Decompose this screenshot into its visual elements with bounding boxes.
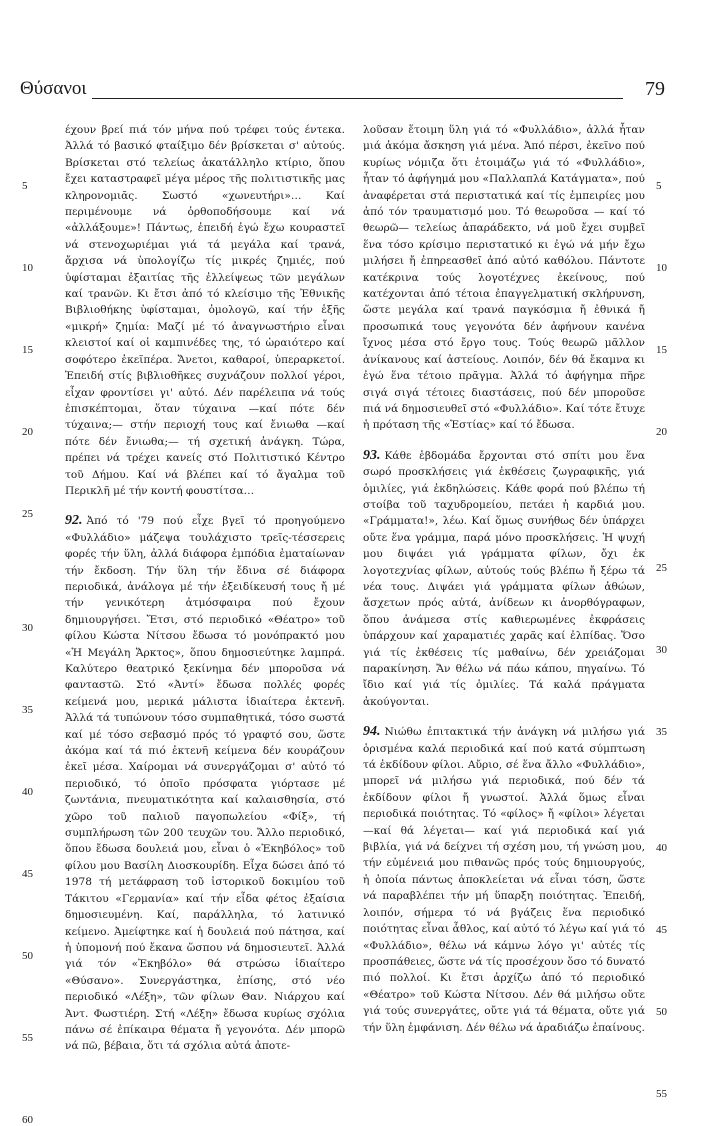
line-number: 55 — [656, 1088, 667, 1100]
left-column — [65, 122, 345, 1055]
line-number: 10 — [22, 262, 33, 274]
line-number: 30 — [656, 644, 667, 656]
header-rule — [92, 98, 623, 99]
line-number: 45 — [22, 868, 33, 880]
line-number: 10 — [656, 262, 667, 274]
line-number: 5 — [656, 180, 662, 192]
line-number: 60 — [22, 1114, 33, 1126]
line-number: 15 — [656, 344, 667, 356]
line-number: 25 — [656, 562, 667, 574]
body-paragraph: λοῦσαν ἕτοιμη ὕλη γιά τό «Φυλλάδιο», ἀλλά ἦταν μιά ἀκόμα ἄσκηση γιά μένα. Ἀπό πέρσι, ἐκεῖνο πού κυρίως νόμιζα ὅτι ἑτοιμάζω γιά τό «Φυλλάδιο», ἦταν τό ἀφήγημά μου «Παλλαπλά Κατάγματα», πού ἀναφέρεται στά περιστατικά καί τίς ἐμπειρίες μου ἀπό τόν τραυματισμό μου. Τό θεωροῦσα — καί τό θεωρῶ— τελείως ἀπαράδεκτο, νά μοῦ ἔχει συμβεῖ ἕνα τόσο κρίσιμο περιστατικό κι ἐγώ νά μήν ἔχω μιλήσει ἤ ἐπηρεασθεῖ ἀπό αὐτό καθόλου. Πάντοτε κατέκρινα τούς λογοτέχνες ἐκείνους, πού κατέχονται ἀπό τέτοια ἐπαγγελματική σκλήρυνση, ὥστε μεγάλα καί τρανά παγκόσμια ἤ ἐθνικά ἤ προσωπικά τους γεγονότα δέν ἀφήνουν κανένα ἴχνος μέσα στό ἔργο τους. Τούς θεωρῶ μᾶλλον ἀνίκανους καί ἀστείους. Λοιπόν, δέν θά ἔκαμνα κι ἐγώ ἕνα τέτοιο πρᾶγμα. Ἀλλά τό ἀφήγημα πῆρε σιγά σιγά τέτοιες διαστάσεις, πού δέν μποροῦσε πιά νά δημοσιευθεῖ στό «Φυλλάδιο». Καί τότε ἔτυχε ἡ πρόταση τῆς «Ἑστίας» καί τό ἔδωσα. — [363, 124, 645, 432]
line-number: 40 — [656, 842, 667, 854]
page-number: 79 — [645, 78, 665, 100]
running-title: Θύσανοι — [20, 78, 87, 99]
section-number: 93. — [363, 447, 381, 463]
line-number: 25 — [22, 508, 33, 520]
section-text: Κάθε ἑβδομάδα ἔρχονται στό σπίτι μου ἕνα σωρό προσκλήσεις γιά ἐκθέσεις ζωγραφικῆς, γιά ὁμιλίες, γιά ἐκδηλώσεις. Κάθε φορά πού βλέπω τή στοίβα τοῦ ταχυδρομείου, πετάει ἡ καρδιά μου. «Γράμματα!», λέω. Καί ὅμως συνήθως δέν ὑπάρχει οὔτε ἕνα γράμμα, παρά μόνο προσκλήσεις. Ἡ ψυχή μου διψάει γιά γράμματα φίλων, ὄχι ἐκ λογοτεχνίας φίλων, αὐτούς τούς βλέπω ἤ ξέρω τά νέα τους. Διψάει γιά γράμματα φίλων ἀθώων, ἄσχετων πρός αὐτά, ἀνίδεων κι ἀνορθόγραφων, ὅπου ἀνάμεσα στίς καθιερωμένες ἐκφράσεις ὑπάρχουν καί χαραματιές χαρᾶς καί ἐλπίδας. Ὅσο γιά τίς ἐκθέσεις τίς μαθαίνω, δέν χρειάζομαι παρακίνηση. Ἄν θέλω νά πάω κάπου, πηγαίνω. Τό ἴδιο καί γιά τίς ὁμιλίες. Τά καλά πράγματα ἀκούγονται. — [363, 449, 645, 708]
line-number: 35 — [656, 726, 667, 738]
line-number: 5 — [22, 180, 28, 192]
running-header — [20, 78, 665, 104]
line-number: 45 — [656, 924, 667, 936]
line-number: 20 — [22, 426, 33, 438]
body-paragraph: έχουν βρεί πιά τόν μήνα πού τρέφει τούς έντεκα. Ἀλλά τό βασικό φταίξιμο δέν βρίσκεται σ' αὐτούς. Βρίσκεται στό τελείως ἀκατάλληλο κτίριο, ὅπου ἔχει καταστραφεῖ μέγα μέρος τῆς πολιτιστικῆς μας κληρονομιᾶς. Σωστό «χωνευτήρι»… Καί περιμένουμε νά ὀρθοποδήσουμε καί νά «ἀλλάξουμε»! Πάντως, ἐπειδή ἐγώ ἔχω κουραστεῖ νά στενοχωριέμαι γιά τά μεγάλα καί τρανά, ἄρχισα νά ὑπολογίζω τίς μικρές ζημιές, πού ὑφίσταμαι ἐξαιτίας τῆς ἐλλείψεως τῶν μεγάλων καί τρανῶν. Κι ἔτσι ἀπό τό κλείσιμο τῆς Ἐθνικῆς Βιβλιοθήκης ὑφίσταμαι, ὁμολογῶ, καί τήν ἑξῆς «μικρή» ζημία: Μαζί μέ τό ἀναγνωστήριο εἶναι κλειστοί καί οἱ καμπινέδες της, τό ὡραιότερο καί σοφότερο ἐκεῖπέρα. Ἄνετοι, καθαροί, ὑπεραρκετοί. Ἐπειδή στίς βιβλιοθῆκες συχνάζουν πολλοί γέροι, εἶχαν φροντίσει γι' αὐτό. Δέν παρέλειπα νά τούς ἐπισκέπτομαι, ὅταν τύχαινα —καί πότε δέν τύχαινα;— στήν περιοχή τους καί ἔνιωθα —καί πότε δέν ἔνιωθα;— τή σχετική ἀνάγκη. Τώρα, πρέπει νά τρέχει κανείς στό Πολιτιστικό Κέντρο τοῦ Δήμου. Καί νά βλέπει καί τό ἄγαλμα τοῦ Περικλῆ μέ τήν κοντή φουστίτσα… — [65, 124, 345, 497]
line-number: 40 — [22, 786, 33, 798]
section-93 — [363, 448, 645, 711]
section-text: Ἀπό τό '79 πού εἶχε βγεῖ τό προηγούμενο «Φυλλάδιο» μάζεψα τουλάχιστο τρεῖς-τέσσερεις φορές τήν ὕλη, ἀλλά διάφορα ἐμπόδια ἐματαίωναν τήν ἔκδοση. Τήν ὕλη τήν ἔδινα σέ διάφορα περιοδικά, ἀνάλογα μέ τήν ἐξειδίκευσή τους ἤ μέ τήν γενικότερη ἀτμόσφαιρα πού ἔχουν δημιουργήσει. Ἔτσι, στό περιοδικό «Θέατρο» τοῦ φίλου Κώστα Νίτσου ἔδωσα τό μονόπρακτό μου «Ἡ Μεγάλη Ἄρκτος», ὅπου δημοσιεύτηκε λαμπρά. Καλύτερο θεατρικό ξεκίνημα δέν μποροῦσα νά φανταστῶ. Στό «Ἀντί» ἔδωσα πολλές φορές κείμενά μου, μερικά μάλιστα ἰδιαίτερα ἐκτενῆ. Ἀλλά τά τυπώνουν τόσο συμπαθητικά, τόσο σωστά καί μέ τόσο σεβασμό πρός τό γραφτό σου, ὥστε ἀκόμα καί τά πιό ἐκτενῆ κείμενα δέν κουράζουν ἐκεῖ μέσα. Χαίρομαι νά συνεργάζομαι σ' αὐτό τό περιοδικό, τό ὁποῖο πρόσφατα γιόρτασε μέ ζωντάνια, πνευματικότητα καί καλαισθησία, στό χῶρο τοῦ παλιοῦ παγοπωλείου «Φίξ», τή συμπλήρωση τῶν 200 τευχῶν του. Ἄλλο περιοδικό, ὅπου ἔδωσα δουλειά μου, εἶναι ὁ «Ἐκηβόλος» τοῦ φίλου μου Βασίλη Διοσκουρίδη. Εἶχα δώσει ἀπό τό 1978 τή μετάφραση τοῦ ἱστορικοῦ δοκιμίου τοῦ Τάκιτου «Γερμανία» καί τήν εἶδα φέτος ἐξαίσια δημοσιευμένη. Καί, παράλληλα, τό λατινικό κείμενο. Ἀμείφτηκε καί ἡ δουλειά πού πάτησα, καί ἡ ὑπομονή πού ἔκανα ὥσπου νά δημοσιευτεῖ. Ἀλλά γιά τόν «Ἐκηβόλο» θά στρώσω ἰδιαίτερο «Θύσανο». Συνεργάστηκα, ἐπίσης, στό νέο περιοδικό «Λέξη», τῶν φίλων Θαν. Νιάρχου καί Ἀντ. Φωστιέρη. Στή «Λέξη» ἔδωσα κυρίως σχόλια πάνω σέ ἐπίκαιρα θέματα ἤ γεγονότα. Δέν μπορῶ νά πῶ, βέβαια, ὅτι τά σχόλια αὐτά ἀποτε- — [65, 515, 345, 1053]
line-number: 50 — [22, 950, 33, 962]
line-number: 55 — [22, 1032, 33, 1044]
section-92 — [65, 513, 345, 1054]
section-number: 92. — [65, 513, 83, 529]
right-column — [363, 122, 645, 1036]
section-94 — [363, 724, 645, 1036]
line-number: 35 — [22, 704, 33, 716]
line-number: 20 — [656, 426, 667, 438]
line-number: 30 — [22, 622, 33, 634]
section-text: Νιώθω ἐπιτακτικά τήν ἀνάγκη νά μιλήσω γιά ὁρισμένα καλά περιοδικά καί πού κατά σύμπτωση τά ἐκδίδουν φίλοι. Αὔριο, σέ ἕνα ἄλλο «Φυλλάδιο», μπορεῖ νά μιλήσω γιά περιοδικά, πού δέν τά ἐκδίδουν φίλοι ἤ γνωστοί. Ἀλλά ὅμως εἶναι περιοδικά ποιότητας. Τό «φίλος» ἤ «φίλοι» λέγεται —καί θά λέγεται— καί γιά περιοδικά καί γιά βιβλία, γιά νά δείχνει τή σχέση μου, τή γνώση μου, τήν εὐμένειά μου πιθανῶς πρός τούς δημιουργούς, ἡ ὁποία πάντως ἀποκλείεται νά εἶναι τόση, ὥστε νά παραβλέπει τήν μή ὕπαρξη ποιότητας. Ἐπειδή, λοιπόν, σήμερα τό νά βγάζεις ἕνα περιοδικό ποιότητας εἶναι ἆθλος, καί αὐτό τό λέγω καί γιά τό «Φυλλάδιο», θέλω νά κάμνω λόγο γι' αὐτές τίς προσπάθειες, ὥστε νά τίς προσέχουν ὅσο τό δυνατό πιό πολλοί. Κι ἔτσι ἀρχίζω ἀπό τό περιοδικό «Θέατρο» τοῦ Κώστα Νίτσου. Δέν θά μιλήσω οὔτε γιά τούς συνεργάτες, οὔτε γιά τά θέματα, οὔτε γιά τήν ὕλη ἐμφάνιση. Δέν θέλω νά ἀραδιάζω ἐπαίνους. — [363, 726, 645, 1034]
line-number: 50 — [656, 1006, 667, 1018]
section-number: 94. — [363, 724, 381, 740]
line-number: 15 — [22, 344, 33, 356]
